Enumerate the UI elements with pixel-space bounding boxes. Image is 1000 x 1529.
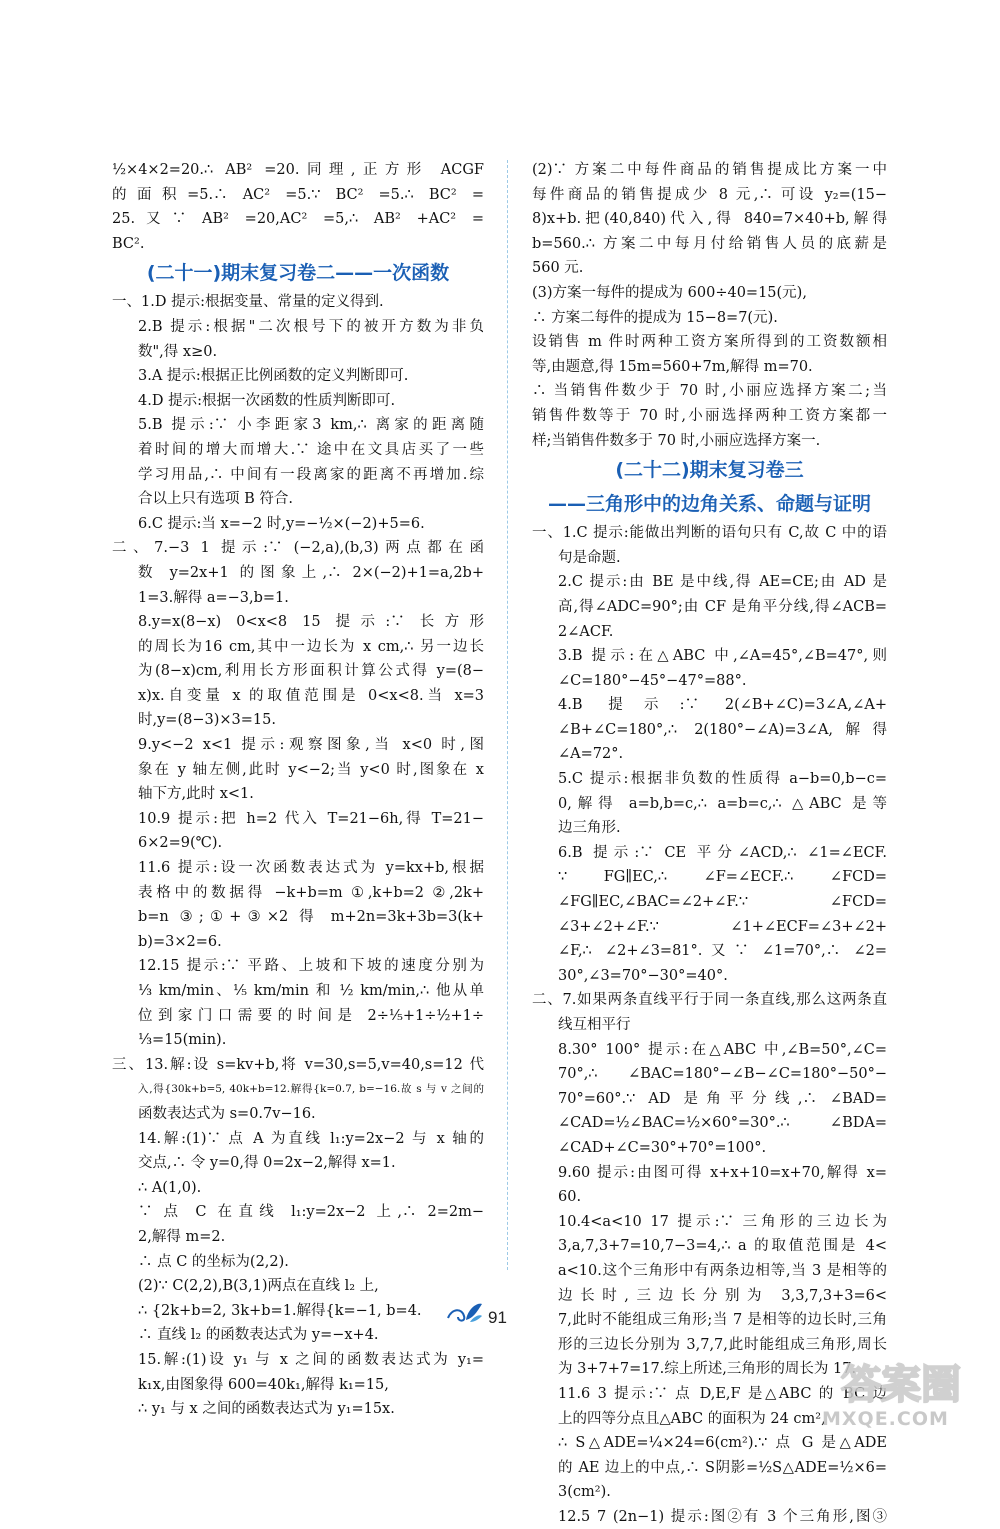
- text-line: 样;当销售件数多于 70 时,小丽应选择方案一.: [532, 432, 821, 449]
- text-line: 为(8−x)cm,利用长方形面积计算公式得 y=(8−: [138, 663, 484, 680]
- text-line: 9.y<−2 x<1 提示:观察图象,当 x<0 时,图: [138, 737, 484, 754]
- text-line: 函数表达式为 s=0.7v−16.: [138, 1105, 316, 1122]
- text-line: ∠CAD+∠C=30°+70°=100°.: [558, 1139, 767, 1156]
- text-line: 合以上只有选项 B 符合.: [138, 491, 293, 508]
- section-heading-22: (二十二)期末复习卷三: [615, 459, 804, 482]
- column-divider: [507, 160, 508, 1270]
- text-line: ∠CAD=½∠BAC=½×60°=30°.∴ ∠BDA=: [558, 1115, 887, 1132]
- text-line: 0,解得 a=b,b=c,∴ a=b=c,∴ △ABC 是等: [558, 795, 887, 812]
- text-line: ∠C=180°−45°−47°=88°.: [558, 672, 747, 689]
- text-line: 8.y=x(8−x) 0<x<8 15 提示:∵ 长方形: [138, 614, 484, 631]
- text-line: 数",得 x≥0.: [138, 343, 218, 360]
- text-line: 的面积=5.∴ AC² =5.∵ BC² =5.∴ BC² =: [112, 186, 484, 203]
- text-line: (3)方案一每件的提成为 600÷40=15(元),: [532, 284, 807, 301]
- text-line: 70°,∴ ∠BAC=180°−∠B−∠C=180°−50°−: [558, 1066, 887, 1083]
- text-line: ∴ 方案二每件的提成为 15−8=7(元).: [532, 309, 778, 326]
- text-line: 的 AE 边上的中点,∴ S阴影=½S△ADE=½×6=: [558, 1459, 887, 1476]
- text-line: 上的四等分点且△ABC 的面积为 24 cm²,: [558, 1410, 826, 1427]
- text-line: 12.15 提示:∵ 平路、上坡和下坡的速度分别为: [138, 958, 484, 975]
- text-line: 2.C 提示:由 BE 是中线,得 AE=CE;由 AD 是: [558, 574, 887, 591]
- text-line: ∵ 点 C 在直线 l₁:y=2x−2 上,∴ 2=2m−: [138, 1204, 484, 1221]
- text-line: 设销售 m 件时两种工资方案所得到的工资数额相: [532, 334, 887, 351]
- text-line: 12.5 7 (2n−1) 提示:图②有 3 个三角形,图③: [558, 1508, 887, 1525]
- text-line: ∴ A(1,0).: [138, 1179, 202, 1196]
- text-line: ½×4×2=20.∴ AB² =20.同理,正方形 ACGF: [112, 162, 484, 178]
- text-line: 线互相平行: [558, 1017, 631, 1033]
- right-intro-text: [532, 158, 887, 453]
- text-line: ∠A=72°.: [558, 746, 624, 763]
- text-line: ⅓=15(min).: [138, 1032, 227, 1049]
- text-line: 为 3+7+7=17.综上所述,三角形的周长为 17.: [558, 1361, 857, 1378]
- text-line: 形的三边长分别为 3,7,7,此时能组成三角形,周长: [558, 1336, 887, 1353]
- text-line: 边长时,三边长分别为 3,3,7,3+3=6<: [558, 1287, 887, 1304]
- text-line: ∴ 点 C 的坐标为(2,2).: [138, 1253, 289, 1270]
- text-line: 3(cm²).: [558, 1484, 611, 1501]
- text-line: 7,此时不能组成三角形;当 7 是相等的边长时,三角: [558, 1312, 887, 1329]
- text-line: k₁x,由图象得 600=40k₁,解得 k₁=15,: [138, 1376, 389, 1393]
- left-answers: [112, 290, 484, 1421]
- page-number: 91: [488, 1308, 507, 1327]
- text-line: 30°,∠3=70°−30°=40°.: [558, 967, 728, 984]
- text-line: 4.B 提示:∵ 2(∠B+∠C)=3∠A,∠A+: [558, 697, 887, 714]
- text-line: x)x.自变量 x 的取值范围是 0<x<8.当 x=3: [138, 687, 484, 704]
- text-line: ⅓ km/min、⅕ km/min 和 ½ km/min,∴ 他从单: [138, 983, 484, 999]
- text-line: 位到家门口需要的时间是 2÷⅕+1÷½+1÷: [138, 1007, 484, 1024]
- text-line: 象在 y 轴左侧,此时 y<−2;当 y<0 时,图象在 x: [138, 761, 484, 778]
- text-line: ∠B+∠C=180°,∴ 2(180°−∠A)=3∠A,解得: [558, 721, 887, 738]
- text-line: 2∠ACF.: [558, 623, 614, 640]
- text-line: 11.6 3 提示:∵ 点 D,E,F 是△ABC 的 BC 边: [558, 1385, 887, 1402]
- text-line: 6.C 提示:当 x=−2 时,y=−½×(−2)+5=6.: [138, 515, 425, 532]
- text-line: 的周长为16 cm,其中一边长为 x cm,∴ 另一边长: [138, 638, 484, 655]
- text-line: a<10.这个三角形中有两条边相等,当 3 是相等的: [558, 1262, 887, 1279]
- right-column: [532, 158, 887, 1529]
- text-line: 表格中的数据得 −k+b=m ①,k+b=2 ②,2k+: [138, 884, 484, 901]
- text-line: 一、1.D 提示:根据变量、常量的定义得到.: [112, 294, 384, 311]
- text-line: ∵ FG∥EC,∴ ∠F=∠ECF.∴ ∠FCD=: [558, 869, 887, 886]
- text-line: 10.9 提示:把 h=2 代入 T=21−6h,得 T=21−: [138, 810, 484, 827]
- section-subheading-22: ——三角形中的边角关系、命题与证明: [547, 493, 871, 516]
- text-line: 着时间的增大而增大.∵ 途中在文具店买了一些: [138, 441, 484, 458]
- text-line: 入,得{30k+b=5, 40k+b=12.解得{k=0.7, b=−16.故 s 与 v 之间的: [138, 1083, 484, 1096]
- text-line: 60.: [558, 1189, 582, 1206]
- text-line: b)=3×2=6.: [138, 933, 222, 950]
- text-line: 一、1.C 提示:能做出判断的语句只有 C,故 C 中的语: [532, 525, 887, 542]
- text-line: BC².: [112, 235, 145, 252]
- text-line: 等,由题意,得 15m=560+7m,解得 m=70.: [532, 358, 813, 375]
- text-line: 数 y=2x+1 的图象上,∴ 2×(−2)+1=a,2b+: [138, 564, 484, 581]
- left-column: [112, 158, 484, 1422]
- text-line: 6.B 提示:∵ CE 平分∠ACD,∴ ∠1=∠ECF.: [558, 844, 887, 861]
- text-line: 1=3.解得 a=−3,b=1.: [138, 589, 289, 606]
- text-line: 2,解得 m=2.: [138, 1228, 226, 1245]
- watermark-text: MXQE.COM: [822, 1408, 949, 1430]
- text-line: ∴ y₁ 与 x 之间的函数表达式为 y₁=15x.: [138, 1401, 395, 1418]
- text-line: 560 元.: [532, 260, 584, 277]
- text-line: 25.又∵ AB² =20,AC² =5,∴ AB² +AC² =: [112, 211, 484, 228]
- text-line: 二、7.−3 1 提示:∵ (−2,a),(b,3)两点都在函: [112, 540, 484, 557]
- text-line: 三、13.解:设 s=kv+b,将 v=30,s=5,v=40,s=12 代: [112, 1056, 484, 1073]
- text-line: 3.B 提示:在△ABC 中,∠A=45°,∠B=47°,则: [558, 648, 887, 665]
- svg-text:答案圈: 答案圈: [841, 1362, 961, 1408]
- text-line: 8)x+b.把(40,840)代入,得 840=7×40+b,解得: [532, 211, 887, 228]
- text-line: 销售件数等于 70 时,小丽选择两种工资方案都一: [532, 407, 887, 424]
- text-line: 高,得∠ADC=90°;由 CF 是角平分线,得∠ACB=: [558, 598, 887, 615]
- text-line: b=n ③;①+③×2 得 m+2n=3k+3b=3(k+: [138, 909, 484, 926]
- text-line: 3.A 提示:根据正比例函数的定义判断即可.: [138, 368, 409, 385]
- text-line: 4.D 提示:根据一次函数的性质判断即可.: [138, 392, 396, 409]
- text-line: 8.30° 100° 提示:在△ABC 中,∠B=50°,∠C=: [558, 1041, 887, 1058]
- text-line: 10.4<a<10 17 提示:∵ 三角形的三边长为: [558, 1213, 887, 1230]
- text-line: (2)∵ 方案二中每件商品的销售提成比方案一中: [532, 162, 887, 178]
- left-intro-text: [112, 158, 484, 256]
- text-line: ∴ 直线 l₂ 的函数表达式为 y=−x+4.: [138, 1327, 379, 1344]
- text-line: ∠3+∠2+∠F.∵ ∠1+∠ECF=∠3+∠2+: [558, 918, 887, 935]
- text-line: 轴下方,此时 x<1.: [138, 786, 254, 803]
- text-line: 学习用品,∴ 中间有一段离家的距离不再增加.综: [138, 466, 484, 483]
- text-line: 时,y=(8−3)×3=15.: [138, 712, 276, 729]
- text-line: 5.B 提示:∵ 小李距家3 km,∴ 离家的距离随: [138, 417, 484, 434]
- text-line: 70°=60°.∵ AD 是角平分线,∴ ∠BAD=: [558, 1090, 887, 1107]
- section-heading-21: (二十一)期末复习卷二——一次函数: [146, 262, 450, 285]
- text-line: 5.C 提示:根据非负数的性质得 a−b=0,b−c=: [558, 771, 887, 788]
- text-line: ∠FG∥EC,∠BAC=∠2+∠F.∵ ∠FCD=: [558, 894, 887, 911]
- text-line: 15.解:(1)设 y₁ 与 x 之间的函数表达式为 y₁=: [138, 1351, 484, 1368]
- text-line: 11.6 提示:设一次函数表达式为 y=kx+b,根据: [138, 860, 484, 877]
- text-line: 交点,∴ 令 y=0,得 0=2x−2,解得 x=1.: [138, 1155, 396, 1172]
- text-line: ∴ S△ADE=¼×24=6(cm²).∵ 点 G 是△ADE: [558, 1435, 887, 1452]
- text-line: (2)∵ C(2,2),B(3,1)两点在直线 l₂ 上,: [138, 1278, 379, 1295]
- text-line: 6×2=9(℃).: [138, 835, 223, 852]
- text-line: ∠F,∴ ∠2+∠3=81°.又∵ ∠1=70°,∴ ∠2=: [558, 943, 887, 960]
- text-line: ∴ 当销售件数少于 70 时,小丽应选择方案二;当: [532, 383, 887, 400]
- text-line: 句是命题.: [558, 549, 621, 566]
- text-line: 3,a,7,3+7=10,7−3=4,∴ a 的取值范围是 4<: [558, 1238, 887, 1255]
- text-line: 每件商品的销售提成少 8 元,∴ 可设 y₂=(15−: [532, 186, 887, 203]
- text-line: 9.60 提示:由图可得 x+x+10=x+70,解得 x=: [558, 1164, 887, 1181]
- text-line: 二、7.如果两条直线平行于同一条直线,那么这两条直: [532, 992, 887, 1009]
- text-line: 边三角形.: [558, 820, 621, 837]
- leaf-ornament-icon: [444, 1300, 484, 1326]
- text-line: 2.B 提示:根据"二次根号下的被开方数为非负: [138, 318, 484, 335]
- text-line: 14.解:(1)∵ 点 A 为直线 l₁:y=2x−2 与 x 轴的: [138, 1130, 484, 1147]
- text-line: ∴ {2k+b=2, 3k+b=1.解得{k=−1, b=4.: [138, 1302, 422, 1319]
- text-line: b=560.∴ 方案二中每月付给销售人员的底薪是: [532, 235, 887, 252]
